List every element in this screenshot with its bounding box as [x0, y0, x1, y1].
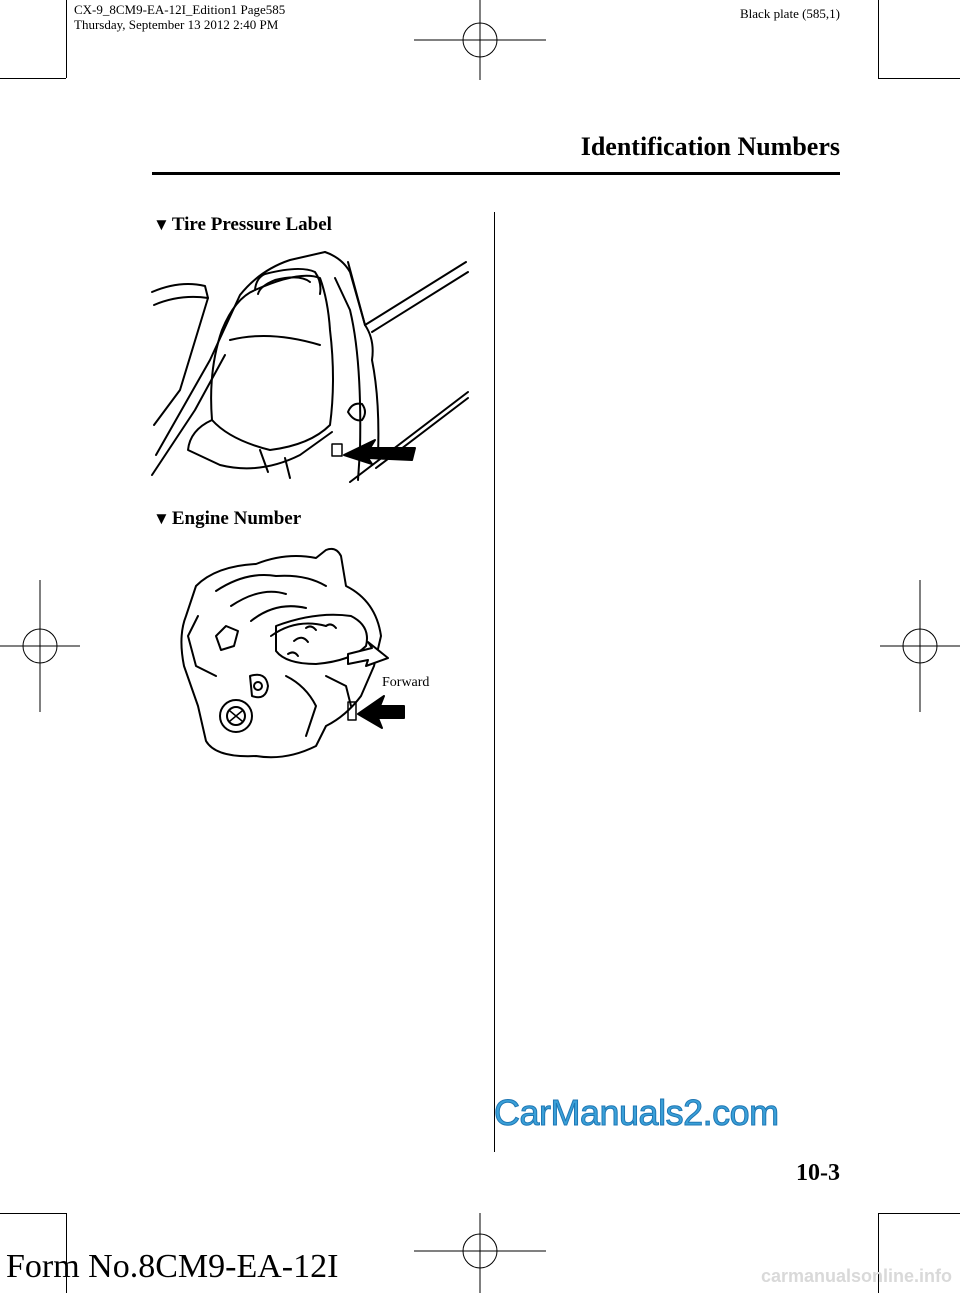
subheading-tire-pressure-label: [153, 214, 332, 236]
page-number: 10-3: [796, 1160, 840, 1186]
registration-mark-icon: [0, 580, 80, 712]
section-title: Identification Numbers: [580, 132, 840, 161]
crop-mark: [878, 0, 879, 78]
crop-mark: [878, 1213, 960, 1214]
subheading-text: Tire Pressure Label: [171, 214, 332, 235]
door-pillar-illustration: [150, 250, 470, 485]
triangle-marker-icon: ▼: [153, 509, 170, 528]
triangle-marker-icon: ▼: [153, 215, 170, 234]
title-rule: [152, 172, 840, 175]
print-header-line2: Thursday, September 13 2012 2:40 PM: [74, 17, 279, 32]
column-divider: [494, 212, 495, 1152]
registration-mark-icon: [414, 1213, 546, 1293]
site-watermark: carmanualsonline.info: [760, 1266, 952, 1286]
watermark-logo: CarManuals2.com: [494, 1092, 779, 1133]
print-header-line1: CX-9_8CM9-EA-12I_Edition1 Page585: [74, 2, 286, 17]
crop-mark: [878, 78, 960, 79]
registration-mark-icon: [414, 0, 546, 80]
print-header: [74, 2, 285, 32]
crop-mark: [0, 1213, 66, 1214]
subheading-text: Engine Number: [171, 508, 302, 529]
forward-callout: Forward: [382, 675, 430, 690]
engine-illustration: [176, 546, 412, 768]
form-number: Form No.8CM9-EA-12I: [6, 1248, 339, 1285]
subheading-engine-number: [153, 508, 301, 530]
crop-mark: [0, 78, 66, 79]
plate-label: Black plate (585,1): [740, 6, 840, 21]
crop-mark: [66, 0, 67, 78]
registration-mark-icon: [880, 580, 960, 712]
